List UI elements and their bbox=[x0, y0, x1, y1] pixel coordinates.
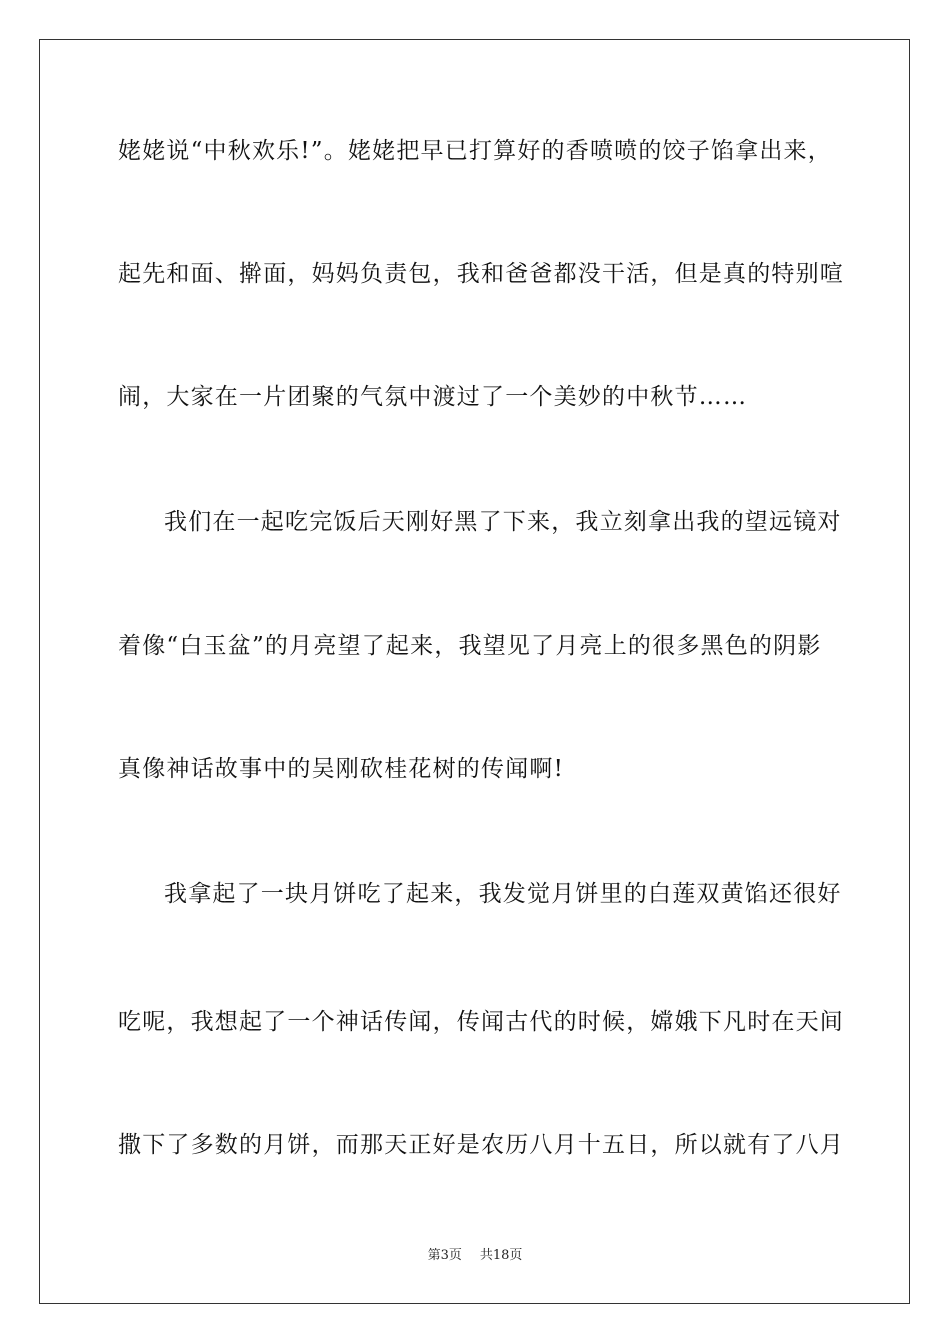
text-line-4: 我们在一起吃完饭后天刚好黑了下来，我立刻拿出我的望远镜对 bbox=[164, 509, 842, 535]
page-number: 第3页 bbox=[427, 1248, 462, 1263]
page-border bbox=[39, 39, 910, 1304]
text-line-8: 吃呢，我想起了一个神话传闻，传闻古代的时候，嫦娥下凡时在天间 bbox=[118, 1009, 844, 1035]
text-line-6: 真像神话故事中的吴刚砍桂花树的传闻啊! bbox=[118, 756, 565, 782]
text-line-7: 我拿起了一块月饼吃了起来，我发觉月饼里的白莲双黄馅还很好 bbox=[164, 881, 842, 907]
text-line-1: 姥姥说“中秋欢乐!”。姥姥把早已打算好的香喷喷的饺子馅拿出来， bbox=[118, 138, 832, 164]
page-total: 共18页 bbox=[479, 1248, 523, 1263]
text-line-5: 着像“白玉盆”的月亮望了起来，我望见了月亮上的很多黑色的阴影 bbox=[118, 633, 822, 659]
text-line-3: 闹，大家在一片团聚的气氛中渡过了一个美妙的中秋节…… bbox=[118, 384, 748, 410]
text-line-2: 起先和面、擀面，妈妈负责包，我和爸爸都没干活，但是真的特别喧 bbox=[118, 261, 844, 287]
text-line-9: 撒下了多数的月饼，而那天正好是农历八月十五日，所以就有了八月 bbox=[118, 1132, 844, 1158]
page-footer bbox=[0, 1247, 950, 1265]
